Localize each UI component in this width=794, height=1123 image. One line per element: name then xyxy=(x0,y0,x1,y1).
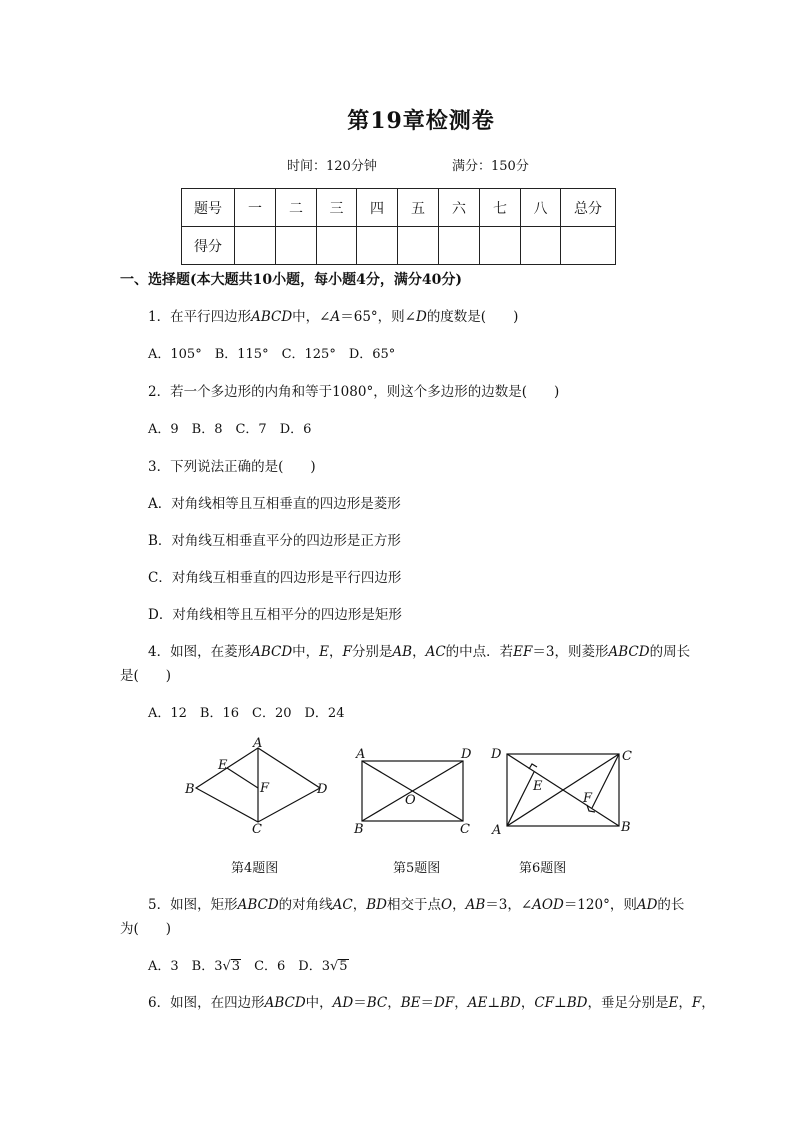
figure-4-rhombus xyxy=(180,736,340,841)
fig5-label-b: B xyxy=(354,822,364,837)
page-title: 第19章检测卷 xyxy=(347,108,495,134)
figure-4-caption: 第4题图 xyxy=(231,861,279,876)
score-header-cell: 一 xyxy=(235,189,276,227)
score-cell[interactable] xyxy=(398,227,439,265)
score-cell[interactable] xyxy=(276,227,317,265)
question-2-options: A．9 B．8 C．7 D．6 xyxy=(148,422,312,437)
figure-6-caption: 第6题图 xyxy=(519,861,567,876)
figure-6-quadrilateral xyxy=(485,742,645,840)
fig4-label-d: D xyxy=(317,782,328,797)
fig5-label-o: O xyxy=(405,793,416,808)
question-1-options: A．105° B．115° C．125° D．65° xyxy=(148,347,396,362)
score-header-cell: 六 xyxy=(439,189,480,227)
score-header-cell: 总分 xyxy=(561,189,616,227)
fig4-label-a: A xyxy=(253,736,263,751)
question-5: 5．如图，矩形ABCD的对角线AC，BD相交于点O，AB＝3，∠AOD＝120°，则AD的长 xyxy=(148,897,685,913)
score-header-cell: 二 xyxy=(276,189,317,227)
score-cell[interactable] xyxy=(317,227,357,265)
fig6-label-d: D xyxy=(491,747,502,762)
score-cell[interactable] xyxy=(561,227,616,265)
fig4-label-f: F xyxy=(260,781,270,796)
fig6-label-c: C xyxy=(622,749,632,764)
fig5-label-d: D xyxy=(461,747,472,762)
score-table-header-row xyxy=(182,189,616,227)
question-4-continued: 是( ) xyxy=(120,668,172,684)
score-header-cell: 题号 xyxy=(182,189,235,227)
score-row-label: 得分 xyxy=(182,227,235,265)
question-2: 2．若一个多边形的内角和等于1080°，则这个多边形的边数是( ) xyxy=(148,384,560,400)
fig6-label-a: A xyxy=(492,823,502,838)
question-3-option-b: B．对角线互相垂直平分的四边形是正方形 xyxy=(148,533,401,549)
figure-5-rectangle xyxy=(350,742,480,840)
score-table xyxy=(181,188,616,265)
question-3-option-d: D．对角线相等且互相平分的四边形是矩形 xyxy=(148,607,402,623)
question-3-option-a: A．对角线相等且互相垂直的四边形是菱形 xyxy=(148,496,401,512)
question-6: 6．如图，在四边形ABCD中，AD＝BC，BE＝DF，AE⊥BD，CF⊥BD，垂足分别是E，F， xyxy=(148,995,715,1011)
score-table-score-row xyxy=(182,227,616,265)
score-header-cell: 八 xyxy=(521,189,561,227)
score-cell[interactable] xyxy=(480,227,521,265)
fig5-label-c: C xyxy=(460,822,470,837)
fig6-label-b: B xyxy=(621,820,631,835)
fig6-label-f: F xyxy=(583,791,593,806)
section-heading-choice: 一、选择题(本大题共10小题，每小题4分，满分40分) xyxy=(120,272,462,288)
question-5-options: A．3 B．3√3 C．6 D．3√5 xyxy=(148,959,348,974)
question-3: 3．下列说法正确的是( ) xyxy=(148,459,316,475)
score-header-cell: 四 xyxy=(357,189,398,227)
score-header-cell: 五 xyxy=(398,189,439,227)
fig4-label-c: C xyxy=(252,822,262,837)
time-limit: 时间：120分钟 xyxy=(287,159,377,174)
fig6-label-e: E xyxy=(533,779,543,794)
segment-ef xyxy=(227,768,258,788)
full-score: 满分：150分 xyxy=(452,159,529,174)
score-cell[interactable] xyxy=(357,227,398,265)
question-1: 1．在平行四边形ABCD中，∠A＝65°，则∠D的度数是( ) xyxy=(148,309,519,325)
score-cell[interactable] xyxy=(439,227,480,265)
score-cell[interactable] xyxy=(235,227,276,265)
fig4-label-e: E xyxy=(218,758,228,773)
score-header-cell: 三 xyxy=(317,189,357,227)
score-header-cell: 七 xyxy=(480,189,521,227)
question-5-continued: 为( ) xyxy=(120,921,172,937)
score-cell[interactable] xyxy=(521,227,561,265)
figure-5-caption: 第5题图 xyxy=(393,861,441,876)
fig4-label-b: B xyxy=(185,782,195,797)
fig5-label-a: A xyxy=(356,747,366,762)
question-3-option-c: C．对角线互相垂直的四边形是平行四边形 xyxy=(148,570,402,586)
question-4: 4．如图，在菱形ABCD中，E，F分别是AB，AC的中点．若EF＝3，则菱形ABCD的周长 xyxy=(148,644,691,660)
question-4-options: A．12 B．16 C．20 D．24 xyxy=(148,706,345,721)
